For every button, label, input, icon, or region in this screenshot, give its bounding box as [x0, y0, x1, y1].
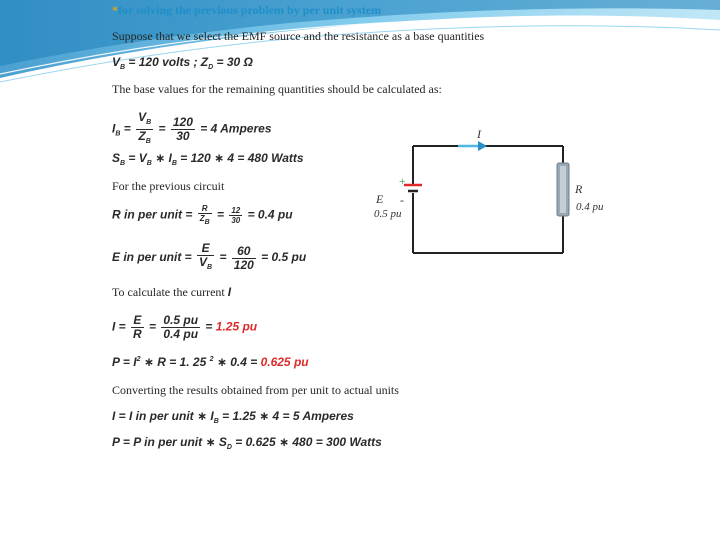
power-result: 0.625 pu	[260, 355, 309, 369]
i-actual-equation: I = I in per unit ∗ $I_B = 1.25$ ∗ 4 = 5 Amperes	[112, 409, 354, 425]
remaining-text: The base values for the remaining quantities should be calculated as:	[112, 82, 442, 96]
current-result: 1.25 pu	[215, 319, 258, 334]
p-actual-equation: P = P in per unit ∗ $S_D = 0.625$ ∗ 480 = 300 Watts	[112, 435, 382, 451]
converting-text: Converting the results obtained from per unit to actual units	[112, 383, 399, 397]
current-equation: I = $\frac{E}{R}$ = $\frac{0.5 pu}{0.4 pu}$ = 1.25 pu	[112, 313, 258, 341]
ib-equation: $I_B$ = $\frac{V_B}{Z_B}$ = $\frac{120}{30}$ = 4 Amperes	[112, 110, 272, 145]
e-per-unit-equation: E in per unit = $\frac{E}{V_B}$ = $\frac{60}{120}$ = 0.5 pu	[112, 241, 307, 272]
current-arrow-head	[478, 141, 487, 151]
source-label: E	[376, 192, 384, 206]
title-bullet: *	[112, 3, 118, 17]
resistor-label: R	[575, 182, 583, 196]
title-text: for solving the previous problem by per unit system	[118, 3, 382, 17]
resistor-value: 0.4 pu	[576, 201, 604, 213]
battery-plus-sign: +	[399, 174, 406, 188]
calc-current-text: To calculate the current I	[112, 285, 232, 299]
source-value: 0.5 pu	[374, 208, 402, 220]
base-values-line: $V_B = 120$ volts ; $Z_D = 30$ Ω	[112, 55, 253, 71]
power-equation: $P = I^2$ ∗ R = 1. 25 $^2$ ∗ 0.4 = 0.625 pu	[112, 355, 309, 369]
intro-text: Suppose that we select the EMF source and the resistance as a base quantities	[112, 29, 485, 43]
current-label: I	[477, 127, 481, 141]
r-per-unit-equation: R in per unit = $\frac{R}{Z_B}$ = $\frac{12}{30}$ = 0.4 pu	[112, 204, 293, 226]
for-previous-circuit: For the previous circuit	[112, 179, 225, 193]
battery-minus-sign: -	[400, 193, 404, 207]
sb-equation: $S_B = V_B$ ∗ $I_B = 120$ ∗ 4 = 480 Watts	[112, 151, 304, 167]
